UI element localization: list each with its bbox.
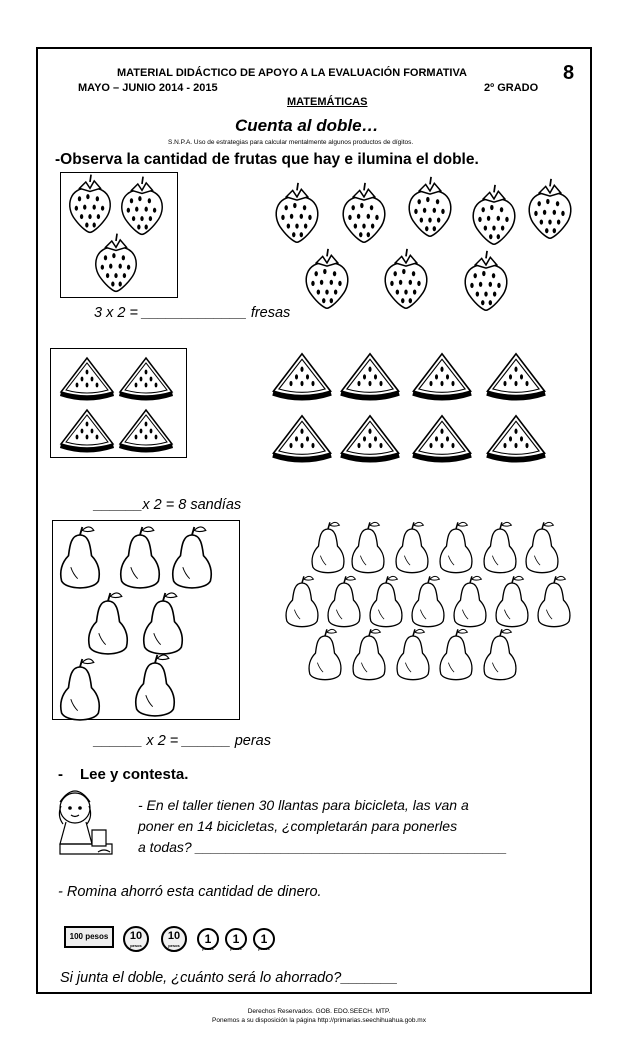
header-subject: MATEMÁTICAS (287, 96, 368, 108)
coin-value: 1 (260, 932, 268, 946)
coin-1-peso (253, 928, 275, 950)
strawberry-equation: 3 x 2 = _____________ fresas (94, 305, 291, 321)
coin-value: 10 (167, 930, 181, 942)
coin-currency: pesos (168, 943, 180, 948)
pear-equation: ______ x 2 = ______ peras (94, 733, 271, 749)
header-title: MATERIAL DIDÁCTICO DE APOYO A LA EVALUACIÓN FORMATIVA (117, 67, 467, 79)
money-statement: - Romina ahorró esta cantidad de dinero. (58, 884, 322, 900)
watermelon-equation: ______x 2 = 8 sandías (94, 497, 242, 513)
problem-line-3: a todas? ________________________________________ (138, 839, 508, 855)
activity-instruction: -Observa la cantidad de frutas que hay e ilumina el doble. (55, 151, 479, 168)
problem-line-2: poner en 14 bicicletas, ¿completarán para ponerles (138, 818, 458, 834)
coin-currency: pesos (202, 946, 214, 951)
reading-dash: - (58, 766, 63, 783)
coin-value: 1 (204, 932, 212, 946)
header-dates: MAYO – JUNIO 2014 - 2015 (78, 82, 218, 94)
problem-line-1: - En el taller tienen 30 llantas para bicicleta, las van a (138, 797, 469, 813)
coin-10-pesos (161, 926, 187, 952)
bill-100-pesos (64, 926, 114, 948)
header-grade: 2º GRADO (484, 82, 539, 94)
activity-subtitle: S.N.P.A. Uso de estrategias para calcular mentalmente algunos productos de dígitos. (168, 139, 414, 146)
savings-question: Si junta el doble, ¿cuánto será lo ahorrado?_______ (60, 970, 398, 986)
bill-label: 100 pesos (69, 932, 109, 941)
coin-currency: pesos (258, 946, 270, 951)
coin-currency: pesos (230, 946, 242, 951)
reading-heading: Lee y contesta. (80, 766, 189, 783)
activity-title: Cuenta al doble… (235, 116, 379, 135)
coin-value: 10 (129, 930, 143, 942)
page-number: 8 (563, 62, 575, 84)
coin-1-peso (197, 928, 219, 950)
footer-rights: Derechos Reservados. GOB. EDO.SEECH. MTP. (247, 1008, 391, 1015)
coin-currency: pesos (130, 943, 142, 948)
coin-1-peso (225, 928, 247, 950)
coin-10-pesos (123, 926, 149, 952)
footer-website: Ponemos a su disposición la página http://primarias.seechihuahua.gob.mx (212, 1017, 426, 1024)
coin-value: 1 (232, 932, 240, 946)
